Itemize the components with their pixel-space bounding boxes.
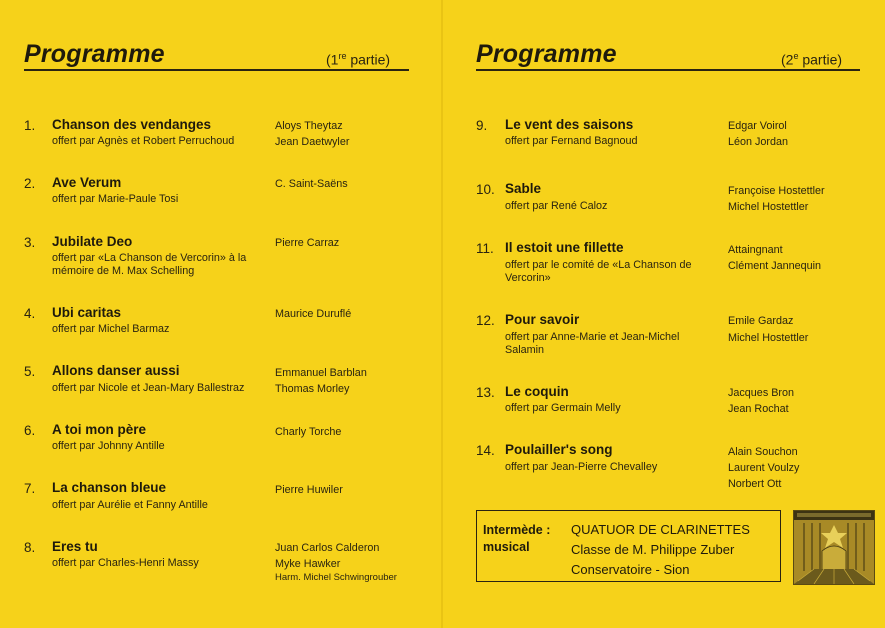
- item-composer: Maurice Duruflé: [275, 308, 352, 320]
- item-composer: Jean Rochat: [728, 403, 789, 415]
- item-offer: offert par Marie-Paule Tosi: [52, 193, 179, 205]
- item-number: 9.: [476, 118, 488, 133]
- item-offer-line: Salamin: [505, 344, 545, 356]
- item-offer-line: Vercorin»: [505, 272, 551, 284]
- item-number: 4.: [24, 306, 36, 321]
- item-composer: Pierre Huwiler: [275, 484, 343, 496]
- left-part-label: (1re partie): [326, 51, 391, 68]
- item-title: Allons danser aussi: [52, 363, 180, 378]
- item-composer: Françoise Hostettler: [728, 185, 825, 197]
- artwork-thumbnail: [793, 510, 875, 585]
- item-number: 1.: [24, 118, 36, 133]
- item-offer: offert par Nicole et Jean-Mary Ballestraz: [52, 382, 245, 394]
- left-heading-rule: [24, 69, 409, 71]
- item-offer-line: offert par «La Chanson de Vercorin» à la: [52, 252, 247, 264]
- item-number: 2.: [24, 176, 36, 191]
- item-offer: offert par Charles-Henri Massy: [52, 557, 199, 569]
- item-composer: Charly Torche: [275, 426, 342, 438]
- item-composer: Aloys Theytaz: [275, 120, 343, 132]
- item-number: 8.: [24, 540, 36, 555]
- item-offer: offert par Germain Melly: [505, 402, 621, 414]
- item-composer: Myke Hawker: [275, 558, 341, 570]
- item-title: Jubilate Deo: [52, 234, 133, 249]
- item-title: Le coquin: [505, 384, 569, 399]
- item-offer: offert par Aurélie et Fanny Antille: [52, 499, 208, 511]
- item-title: Ubi caritas: [52, 305, 122, 320]
- item-composer: Emmanuel Barblan: [275, 367, 367, 379]
- intermede-box: [476, 510, 781, 582]
- item-number: 12.: [476, 313, 495, 328]
- item-composer: Attaingnant: [728, 244, 783, 256]
- intermede-label: musical: [483, 540, 530, 554]
- item-composer: Michel Hostettler: [728, 332, 809, 344]
- item-composer: Laurent Voulzy: [728, 462, 800, 474]
- right-heading: Programme: [476, 40, 617, 68]
- item-offer-line: offert par Anne-Marie et Jean-Michel: [505, 331, 680, 343]
- item-composer: Clément Jannequin: [728, 260, 822, 272]
- item-number: 14.: [476, 443, 495, 458]
- item-composer: Jacques Bron: [728, 387, 795, 399]
- item-offer: offert par Agnès et Robert Perruchoud: [52, 135, 235, 147]
- item-offer: offert par Johnny Antille: [52, 440, 165, 452]
- item-offer: offert par Michel Barmaz: [52, 323, 170, 335]
- item-title: Sable: [505, 181, 542, 196]
- item-number: 13.: [476, 385, 495, 400]
- item-offer: offert par René Caloz: [505, 200, 608, 212]
- item-composer: Thomas Morley: [275, 383, 350, 395]
- item-arranger: Harm. Michel Schwingrouber: [275, 572, 397, 583]
- item-title: La chanson bleue: [52, 480, 167, 495]
- item-composer: Léon Jordan: [728, 136, 789, 148]
- intermede-label: Intermède :: [483, 523, 551, 537]
- item-title: Pour savoir: [505, 312, 580, 327]
- item-number: 10.: [476, 182, 495, 197]
- left-heading: Programme: [24, 40, 165, 68]
- item-offer: offert par Fernand Bagnoud: [505, 135, 638, 147]
- item-number: 11.: [476, 241, 494, 256]
- item-composer: Alain Souchon: [728, 446, 798, 458]
- item-title: Il estoit une fillette: [505, 240, 624, 255]
- item-number: 7.: [24, 481, 36, 496]
- item-composer: Michel Hostettler: [728, 201, 809, 213]
- item-title: Chanson des vendanges: [52, 117, 212, 132]
- item-offer-line: offert par le comité de «La Chanson de: [505, 259, 692, 271]
- item-title: Eres tu: [52, 539, 98, 554]
- artwork-image: [794, 511, 874, 584]
- item-number: 6.: [24, 423, 36, 438]
- item-number: 5.: [24, 364, 36, 379]
- item-composer: Jean Daetwyler: [275, 136, 350, 148]
- left-page: [0, 0, 442, 628]
- item-title: Poulailler's song: [505, 442, 613, 457]
- item-composer: Edgar Voirol: [728, 120, 787, 132]
- item-number: 3.: [24, 235, 36, 250]
- item-composer: Juan Carlos Calderon: [275, 542, 380, 554]
- item-composer: C. Saint-Saëns: [275, 178, 348, 190]
- intermede-class: Classe de M. Philippe Zuber: [571, 542, 735, 557]
- item-composer: Norbert Ott: [728, 478, 782, 490]
- item-title: A toi mon père: [52, 422, 147, 437]
- item-title: Ave Verum: [52, 175, 122, 190]
- right-part-label: (2e partie): [781, 51, 843, 68]
- item-offer: offert par Jean-Pierre Chevalley: [505, 461, 658, 473]
- intermede-ensemble: QUATUOR DE CLARINETTES: [571, 522, 750, 537]
- right-heading-rule: [476, 69, 860, 71]
- item-offer-line: mémoire de M. Max Schelling: [52, 265, 195, 277]
- item-composer: Emile Gardaz: [728, 315, 794, 327]
- intermede-school: Conservatoire - Sion: [571, 562, 690, 577]
- item-composer: Pierre Carraz: [275, 237, 340, 249]
- item-title: Le vent des saisons: [505, 117, 634, 132]
